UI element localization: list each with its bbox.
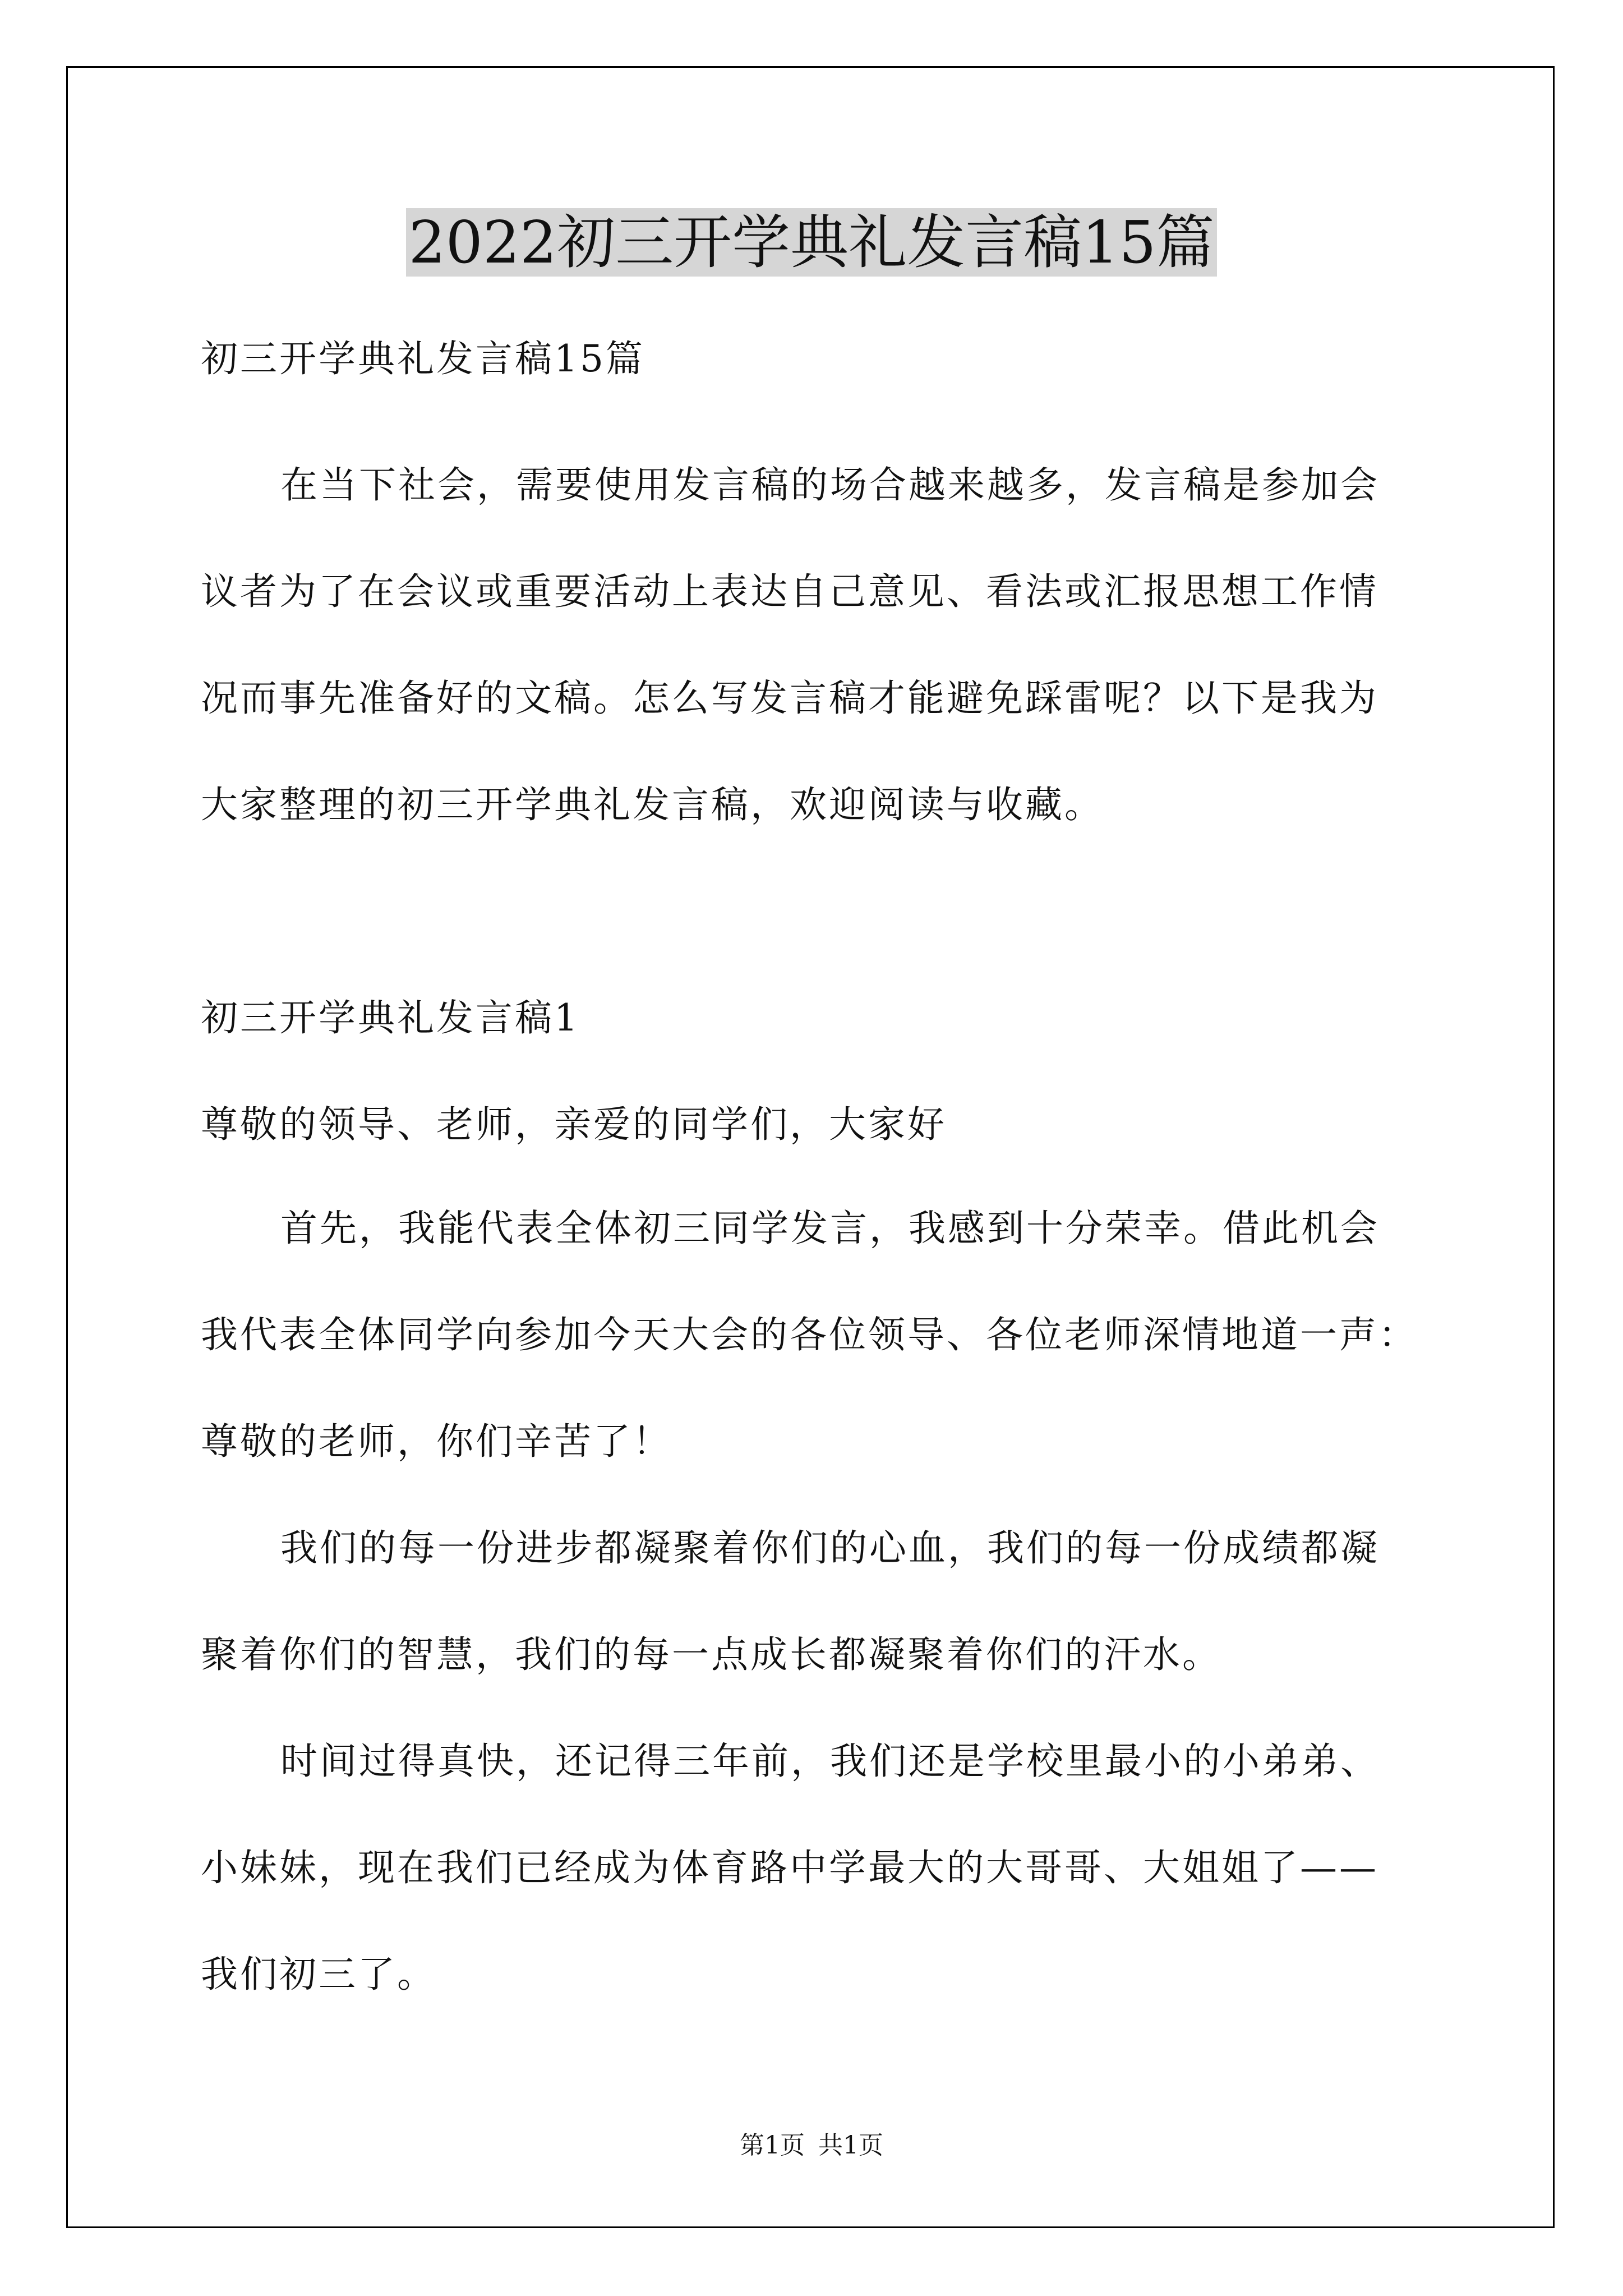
paragraph-2-line-2: 聚着你们的智慧，我们的每一点成长都凝聚着你们的汗水。 xyxy=(201,1633,1221,1676)
paragraph-1-line-2: 我代表全体同学向参加今天大会的各位领导、各位老师深情地道一声： xyxy=(201,1313,1418,1356)
subtitle-line: 初三开学典礼发言稿15篇 xyxy=(201,337,645,380)
intro-paragraph-line-3: 况而事先准备好的文稿。怎么写发言稿才能避免踩雷呢？以下是我为 xyxy=(201,677,1378,720)
document-title-text: 2022初三开学典礼发言稿15篇 xyxy=(406,208,1216,277)
intro-paragraph-line-2: 议者为了在会议或重要活动上表达自己意见、看法或汇报思想工作情 xyxy=(201,570,1378,613)
paragraph-2-line-1: 我们的每一份进步都凝聚着你们的心血，我们的每一份成绩都凝 xyxy=(280,1526,1380,1570)
intro-paragraph-line-1: 在当下社会，需要使用发言稿的场合越来越多，发言稿是参加会 xyxy=(280,463,1380,507)
section-heading-1: 初三开学典礼发言稿1 xyxy=(201,996,580,1039)
paragraph-1-line-1: 首先，我能代表全体初三同学发言，我感到十分荣幸。借此机会 xyxy=(280,1207,1380,1250)
paragraph-3-line-1: 时间过得真快，还记得三年前，我们还是学校里最小的小弟弟、 xyxy=(280,1740,1380,1783)
document-title xyxy=(0,203,1623,282)
paragraph-3-line-3: 我们初三了。 xyxy=(201,1953,436,1996)
intro-paragraph-line-4: 大家整理的初三开学典礼发言稿，欢迎阅读与收藏。 xyxy=(201,783,1104,826)
salutation-line: 尊敬的领导、老师，亲爱的同学们，大家好 xyxy=(201,1103,947,1146)
page-footer xyxy=(0,2129,1623,2162)
paragraph-1-line-3: 尊敬的老师，你们辛苦了！ xyxy=(201,1420,672,1463)
page-number-total: 共1页 xyxy=(818,2131,883,2160)
page-number-current: 第1页 xyxy=(740,2131,805,2160)
paragraph-3-line-2: 小妹妹，现在我们已经成为体育路中学最大的大哥哥、大姐姐了—— xyxy=(201,1846,1378,1889)
